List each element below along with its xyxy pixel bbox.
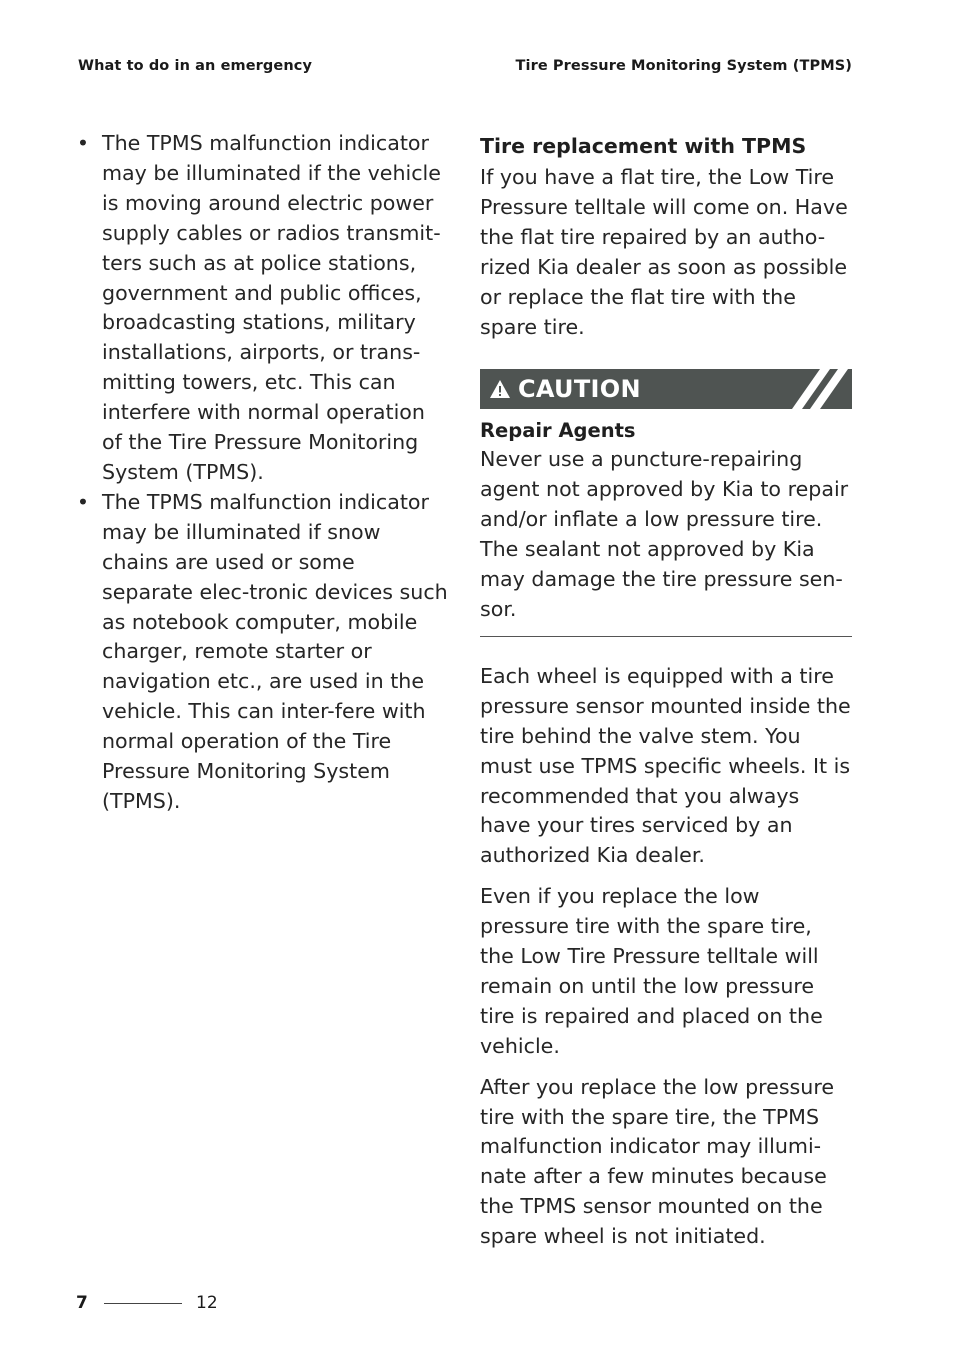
bullet-text: The TPMS malfunction indicator may be illuminated if the vehicle is moving around electric power supply cables or radios transmit-ters such as at police stations, government and public offices, broadcasting stations, military installations, airports, or trans-mitting towers, etc. This can interfere with normal operation of the Tire Pressure Monitoring System (TPMS). [102, 131, 441, 484]
caution-label: CAUTION [518, 375, 641, 404]
bullet-item [76, 129, 448, 488]
footer-chapter-number: 7 [76, 1293, 88, 1313]
body-paragraph: Each wheel is equipped with a tire pressure sensor mounted inside the tire behind the valve stem. You must use TPMS specific wheels. It is recommended that you always have your tires serviced by an authorized Kia dealer. [480, 663, 851, 868]
caution-banner [480, 369, 852, 409]
body-paragraph: Even if you replace the low pressure tire with the spare tire, the Low Tire Pressure telltale will remain on until the low pressure tire is repaired and placed on the vehicle. [480, 884, 823, 1058]
warning-triangle-icon [486, 376, 514, 402]
footer-divider [104, 1303, 182, 1304]
caution-stripes-decoration [792, 369, 852, 409]
bullet-text: The TPMS malfunction indicator may be illuminated if snow chains are used or some separate elec-tronic devices such as notebook computer, mobile charger, remote starter or navigation etc., are used in the vehicle. This can inter-fere with normal operation of the Tire Pressure Monitoring System (TPMS). [102, 489, 448, 813]
body-paragraph: After you replace the low pressure tire with the spare tire, the TPMS malfunction indicator may illumi-nate after a few minutes because the TPMS sensor mounted on the spare wheel is not initiated. [480, 1074, 835, 1249]
header-section-title: What to do in an emergency [78, 58, 313, 74]
bullet-dot-icon: • [76, 131, 90, 155]
header-page-topic: Tire Pressure Monitoring System (TPMS) [515, 58, 852, 74]
left-column [76, 129, 448, 817]
caution-divider [480, 636, 852, 637]
right-column [480, 129, 852, 1263]
bullet-list [76, 129, 448, 817]
section-title: Tire replacement with TPMS [480, 134, 807, 158]
bullet-dot-icon: • [76, 489, 90, 514]
bullet-item [76, 488, 448, 817]
footer-page-number: 12 [196, 1293, 218, 1313]
caution-body: Never use a puncture-repairing agent not approved by Kia to repair and/or inflate a low pressure tire. The sealant not approved by Kia may damage the tire pressure sen-sor. [480, 447, 849, 621]
caution-subtitle: Repair Agents [480, 419, 636, 443]
intro-paragraph: If you have a flat tire, the Low Tire Pressure telltale will come on. Have the flat tire repaired by an autho-rized Kia dealer as soon as possible or replace the flat tire with the spare tire. [480, 165, 848, 339]
